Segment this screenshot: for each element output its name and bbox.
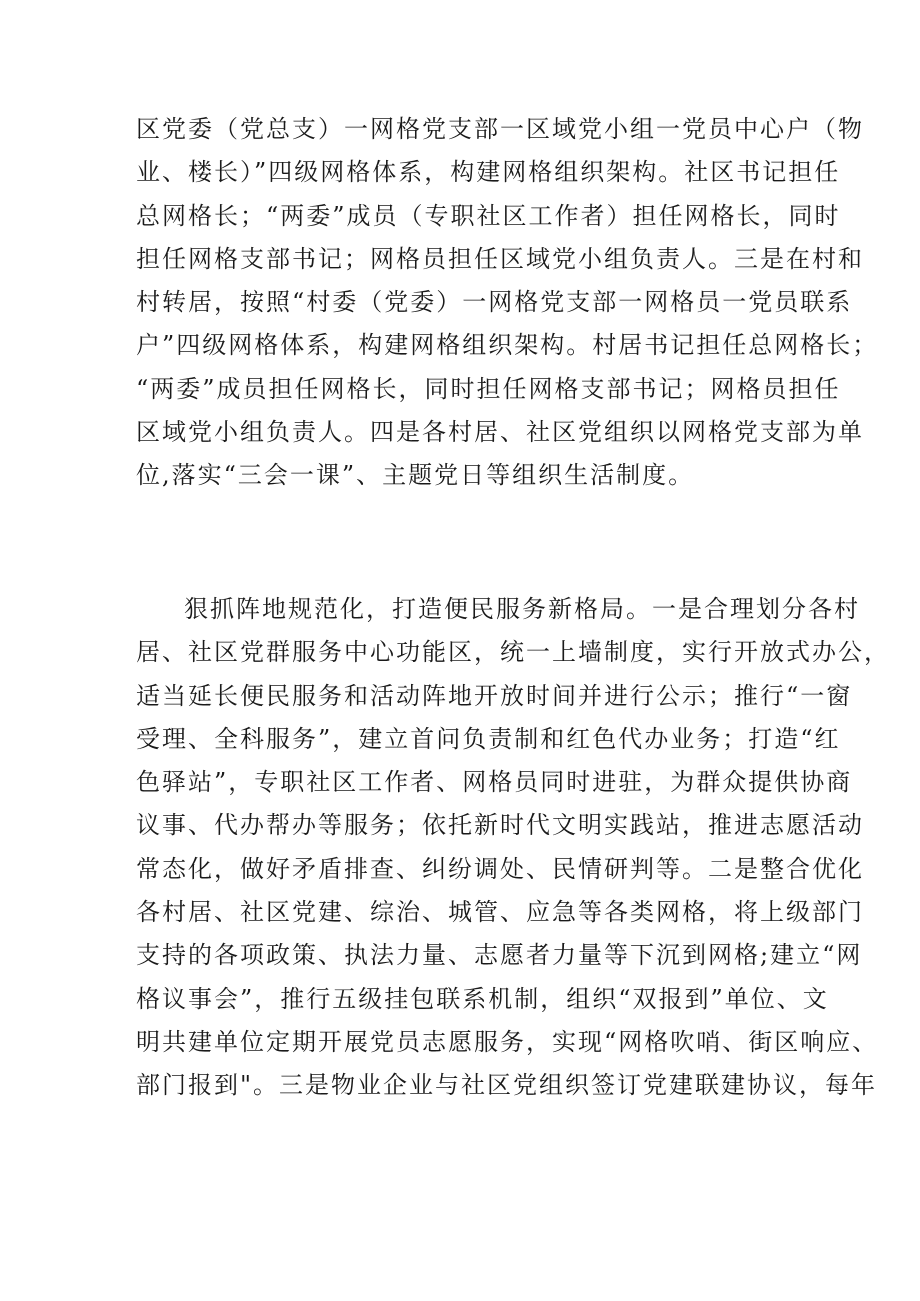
text-line: 部门报到"。三是物业企业与社区党组织签订党建联建协议，每年 [136,1071,878,1100]
text-line: 格议事会”，推行五级挂包联系机制，组织“双报到”单位、文 [136,984,829,1013]
text-line: 区党委（党总支）一网格党支部一区域党小组一党员中心户（物 [136,115,864,143]
text-line: 各村居、社区党建、综治、城管、应急等各类网格，将上级部门 [136,898,864,927]
text-line: 业、楼长）”四级网格体系，构建网格组织架构。社区书记担任 [136,158,841,187]
text-line: 适当延长便民服务和活动阵地开放时间并进行公示；推行“一窗 [136,681,853,710]
body-paragraph [136,588,890,1108]
text-line: 受理、全科服务”，建立首问负责制和红色代办业务；打造“红 [136,724,841,753]
body-paragraph [136,108,879,498]
text-line: 支持的各项政策、执法力量、志愿者力量等下沉到网格;建立“网 [136,941,863,970]
text-line: 区域党小组负责人。四是各村居、社区党组织以网格党支部为单 [136,418,864,447]
text-line: 位,落实“三会一课”、主题党日等组织生活制度。 [136,461,695,490]
text-line: 户”四级网格体系，构建网格组织架构。村居书记担任总网格长； [136,331,879,360]
text-line: 居、社区党群服务中心功能区，统一上墙制度，实行开放式办公， [136,638,890,667]
text-line: 总网格长；“两委”成员（专职社区工作者）担任网格长，同时 [136,201,841,230]
text-line: 常态化，做好矛盾排查、纠纷调处、民情研判等。二是整合优化 [136,854,864,883]
text-line: 明共建单位定期开展党员志愿服务，实现“网格吹哨、街区响应、 [136,1027,879,1056]
text-line: “两委”成员担任网格长，同时担任网格支部书记；网格员担任 [136,374,841,403]
text-line: 担任网格支部书记；网格员担任区域党小组负责人。三是在村和 [136,244,864,273]
text-line-first: 狠抓阵地规范化，打造便民服务新格局。一是合理划分各村 [184,595,860,623]
text-line: 议事、代办帮办等服务；依托新时代文明实践站，推进志愿活动 [136,811,864,840]
text-line: 村转居，按照“村委（党委）一网格党支部一网格员一党员联系 [136,288,853,317]
text-line: 色驿站”，专职社区工作者、网格员同时进驻，为群众提供协商 [136,768,853,797]
